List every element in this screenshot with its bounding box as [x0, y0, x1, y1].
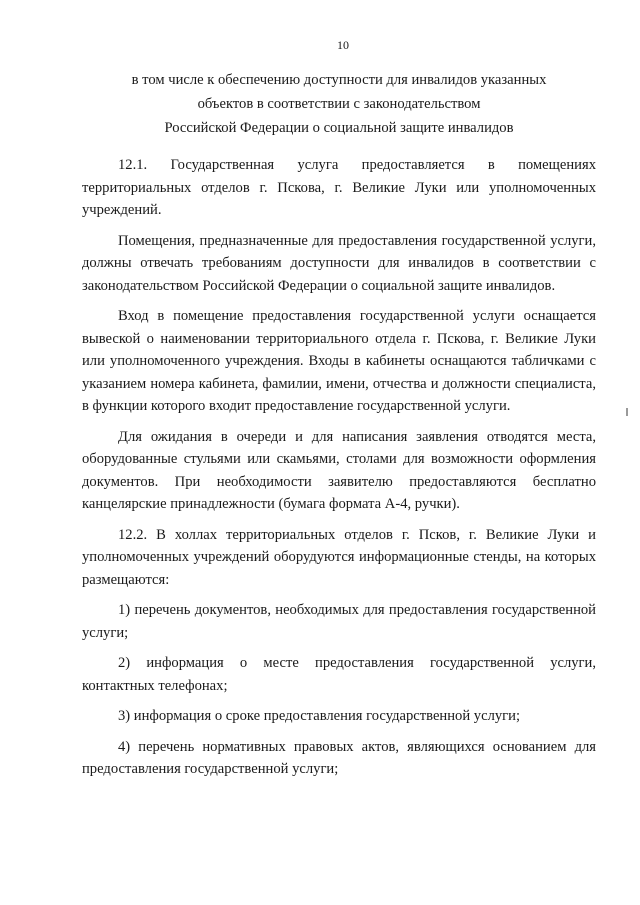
body-text [82, 154, 596, 781]
paragraph-waiting: Для ожидания в очереди и для написания заявления отводятся места, оборудованные стульями или скамьями, столами для возможности оформления документов. При необходимости заявителю предоставляются бесплатно канцелярские принадлежности (бумага формата А-4, ручки). [82, 428, 596, 512]
paragraph-12-2: 12.2. В холлах территориальных отделов г. Псков, г. Великие Луки и уполномоченных учреждений оборудуются информационные стенды, на которых размещаются: [82, 526, 596, 588]
paragraph-premises: Помещения, предназначенные для предоставления государственной услуги, должны отвечать требованиям доступности для инвалидов в соответствии с законодательством Российской Федерации о социальной защите инвалидов. [82, 232, 596, 294]
list-item-1: 1) перечень документов, необходимых для предоставления государственной услуги; [82, 602, 596, 641]
heading-line: Российской Федерации о социальной защите инвалидов [164, 120, 514, 136]
section-heading [82, 68, 596, 140]
list-item-2: 2) информация о месте предоставления государственной услуги, контактных телефонах; [82, 655, 596, 694]
list-item-3: 3) информация о сроке предоставления государственной услуги; [118, 708, 521, 724]
paragraph-entrance: Вход в помещение предоставления государственной услуги оснащается вывеской о наименовании территориального отдела г. Пскова, г. Великие Луки или уполномоченного учреждения. Входы в кабинеты оснащаются табличками с указанием номера кабинета, фамилии, имени, отчества и должности специалиста, в функции которого входит предоставление государственной услуги. [82, 308, 596, 414]
list-item-4: 4) перечень нормативных правовых актов, являющихся основанием для предоставления государственной услуги; [82, 738, 596, 777]
heading-line: в том числе к обеспечению доступности для инвалидов указанных [131, 72, 547, 88]
scan-edge-mark [626, 408, 628, 416]
page-number: 10 [337, 38, 349, 52]
paragraph-12-1: 12.1. Государственная услуга предоставляется в помещениях территориальных отделов г. Пскова, г. Великие Луки или уполномоченных учреждений. [82, 157, 596, 218]
heading-line: объектов в соответствии с законодательством [197, 96, 481, 112]
